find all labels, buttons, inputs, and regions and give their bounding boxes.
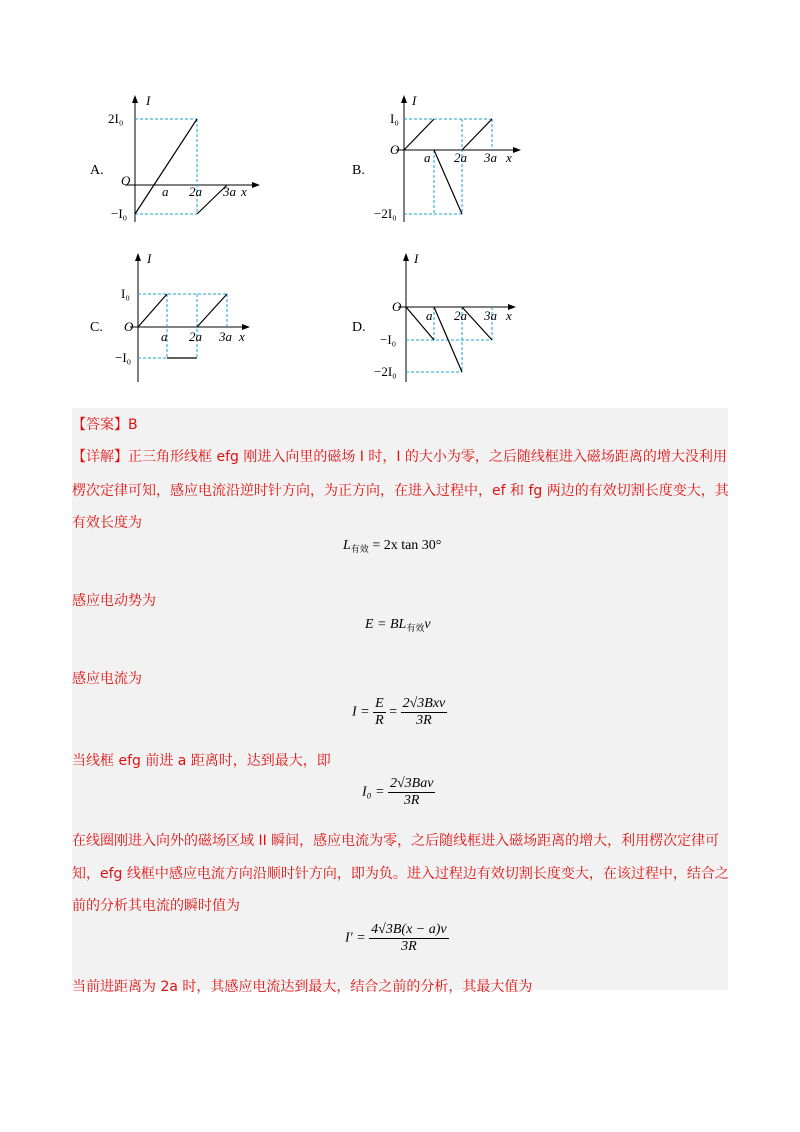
option-b-ytick-bottom: −2I₀ xyxy=(374,206,397,221)
option-b-origin: O xyxy=(390,142,400,157)
option-d-ytick-top: −I₀ xyxy=(380,332,397,347)
answer-line xyxy=(72,414,138,434)
option-c-xlabel: x xyxy=(239,329,245,344)
option-b-ylabel: I xyxy=(412,93,417,108)
detail-line-5: 感应电流为 xyxy=(72,671,142,687)
option-c-ylabel: I xyxy=(147,251,152,266)
formula-emf: $E = BL_{有效}v$ xyxy=(365,617,431,633)
option-d-xlabel: x xyxy=(506,308,512,323)
option-b-graph xyxy=(368,92,528,232)
option-a-label[interactable]: A. xyxy=(90,163,104,178)
detail-line-2: 楞次定律可知，感应电流沿逆时针方向，为正方向，在进入过程中，ef 和 fg 两边的有效切割长度变大，其 xyxy=(72,483,729,499)
option-c-label[interactable]: C. xyxy=(90,320,103,335)
answer-value: B xyxy=(128,417,138,433)
option-a-ytick-top: 2I₀ xyxy=(108,111,124,126)
option-a-xtick-a: a xyxy=(162,184,169,199)
option-d-ylabel: I xyxy=(414,251,419,266)
option-a-ylabel: I xyxy=(146,93,151,108)
option-b-ytick-top: I₀ xyxy=(390,111,399,126)
detail-line-8: 知，efg 线框中感应电流方向沿顺时针方向，即为负。进入过程边有效切割长度变大，在该过程中，结合之 xyxy=(72,866,729,882)
option-d-xtick-3a: 3a xyxy=(484,308,497,323)
option-d-ytick-bottom: −2I₀ xyxy=(374,364,397,379)
option-c-ytick-bottom: −I₀ xyxy=(115,350,132,365)
option-c-xtick-2a: 2a xyxy=(189,329,202,344)
option-d-origin: O xyxy=(392,299,402,314)
option-d-graph xyxy=(368,250,528,390)
formula-current: I = $\frac{E}{R}$ = $\frac{\text{2√3Bxv}}{3R}$ xyxy=(352,696,446,728)
option-c-graph xyxy=(105,250,265,390)
option-a-origin: O xyxy=(121,173,131,188)
option-a-xlabel: x xyxy=(241,184,247,199)
formula-i-prime: I′ = $\frac{4√3B(x - a)v}{3R}$ xyxy=(345,922,447,954)
option-b-xtick-2a: 2a xyxy=(454,150,467,165)
detail-tag: 【详解】 xyxy=(72,449,128,465)
option-a-ytick-bottom: −I₀ xyxy=(111,206,128,221)
detail-line-6: 当线框 efg 前进 a 距离时，达到最大，即 xyxy=(72,753,331,769)
option-d-label[interactable]: D. xyxy=(352,320,366,335)
option-a-xtick-2a: 2a xyxy=(189,184,202,199)
option-b-xtick-3a: 3a xyxy=(484,150,497,165)
formula-effective-length: $L_{有效} = 2x$ tan 30° xyxy=(343,538,442,554)
detail-line-1 xyxy=(72,446,727,466)
detail-line-10: 当前进距离为 2a 时，其感应电流达到最大，结合之前的分析，其最大值为 xyxy=(72,979,533,995)
formula-i0: I₀ = $\frac{\text{2√3Bav}}{3R}$ xyxy=(362,776,434,808)
option-b-xtick-a: a xyxy=(424,150,431,165)
option-c-origin: O xyxy=(124,319,134,334)
option-a-xtick-3a: 3a xyxy=(223,184,236,199)
option-a-graph xyxy=(105,92,265,232)
option-c-ytick-top: I₀ xyxy=(121,286,130,301)
option-d-xtick-2a: 2a xyxy=(454,308,467,323)
detail-p1: 正三角形线框 efg 刚进入向里的磁场 I 时，I 的大小为零，之后随线框进入磁场距离的增大没利用 xyxy=(128,449,727,465)
option-c-xtick-a: a xyxy=(161,329,168,344)
detail-line-3: 有效长度为 xyxy=(72,515,142,531)
detail-line-7: 在线圈刚进入向外的磁场区域 II 瞬间，感应电流为零，之后随线框进入磁场距离的增大，利用楞次定律可 xyxy=(72,833,720,849)
option-b-xlabel: x xyxy=(506,150,512,165)
option-c-xtick-3a: 3a xyxy=(219,329,232,344)
option-b-label[interactable]: B. xyxy=(352,163,365,178)
answer-tag: 【答案】 xyxy=(72,417,128,433)
option-d-xtick-a: a xyxy=(426,308,433,323)
detail-line-9: 前的分析其电流的瞬时值为 xyxy=(72,898,240,914)
detail-line-4: 感应电动势为 xyxy=(72,593,156,609)
